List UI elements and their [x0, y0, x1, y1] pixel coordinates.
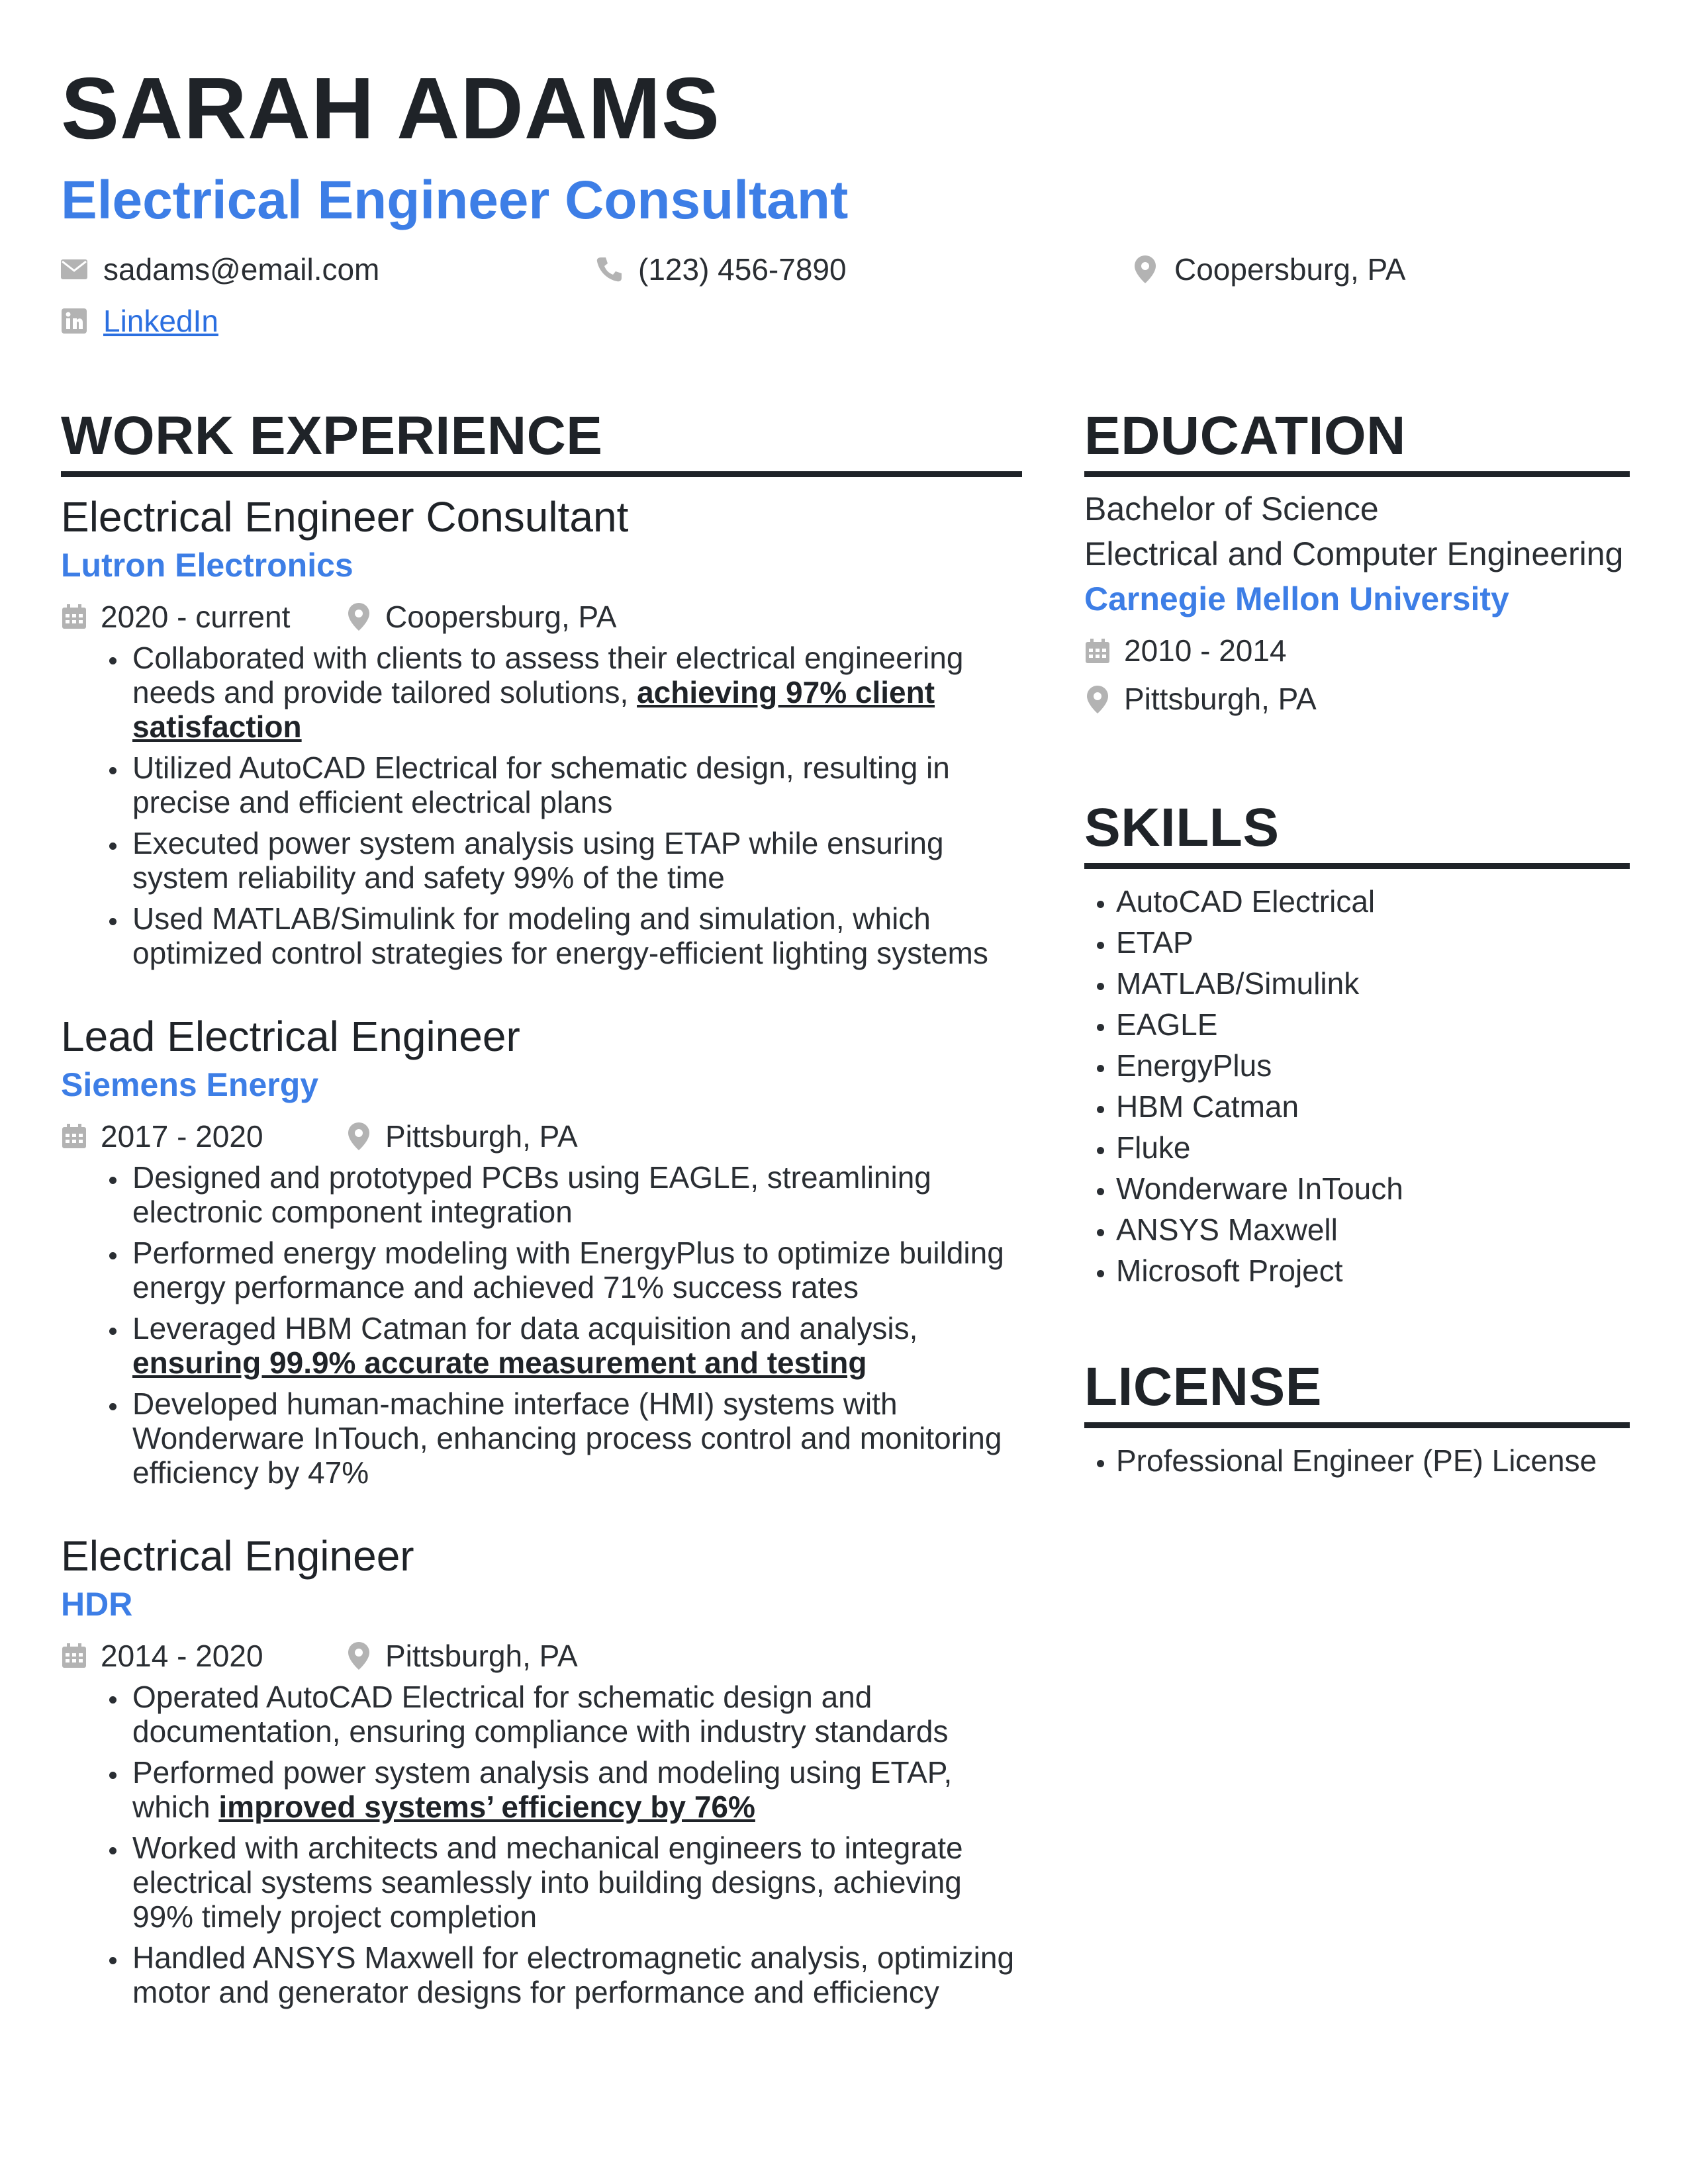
skill-item: • AutoCAD Electrical: [1116, 881, 1630, 922]
skill-item: • Fluke: [1116, 1127, 1630, 1168]
job-meta: [61, 599, 1022, 635]
job-bullet: [128, 826, 1022, 895]
job-bullets: [61, 641, 1022, 970]
education-location-text: Pittsburgh, PA: [1124, 682, 1317, 717]
bullet-text: Used MATLAB/Simulink for modeling and simulation, which optimized control strategies for energy-efficient lighting systems: [132, 901, 988, 970]
license-section: [1084, 1357, 1630, 1481]
bullet-text: Designed and prototyped PCBs using EAGLE, streamlining electronic component integration: [132, 1160, 931, 1229]
skill-item: • MATLAB/Simulink: [1116, 963, 1630, 1004]
job-location-text: Pittsburgh, PA: [385, 1118, 578, 1154]
education-dates-text: 2010 - 2014: [1124, 633, 1287, 668]
job-entry: [61, 492, 1022, 970]
location-pin-icon: [346, 1123, 372, 1150]
job-bullet: [128, 1831, 1022, 1934]
education-section: [1084, 406, 1630, 717]
job-location: [346, 1638, 578, 1674]
bullet-text: Collaborated with clients to assess their electrical engineering needs and provide tailored solutions,: [132, 640, 964, 709]
job-location: [346, 1118, 578, 1155]
job-bullet: [128, 1311, 1022, 1380]
bullet-text: Performed energy modeling with EnergyPlus to optimize building energy performance and achieved 71% success rates: [132, 1235, 1004, 1304]
contact-linkedin: [61, 306, 218, 336]
education-dates: [1084, 633, 1630, 669]
bullet-text: Developed human-machine interface (HMI) systems with Wonderware InTouch, enhancing process control and monitoring efficiency by 47%: [132, 1386, 1002, 1490]
job-bullet: [128, 1755, 1022, 1824]
linkedin-icon: [61, 308, 87, 334]
job-company: HDR: [61, 1585, 133, 1623]
license-item: • Professional Engineer (PE) License: [1116, 1440, 1630, 1481]
job-bullet: [128, 1680, 1022, 1749]
contact-phone: [596, 254, 847, 285]
job-meta: [61, 1638, 1022, 1674]
envelope-icon: [61, 256, 87, 283]
jobs-list: [61, 492, 1022, 2009]
location-pin-icon: [1084, 686, 1111, 713]
job-dates-text: 2014 - 2020: [101, 1638, 263, 1673]
license-heading: LICENSE: [1084, 1360, 1630, 1428]
education-location: [1084, 681, 1630, 717]
skills-list: [1084, 881, 1630, 1291]
skill-item: • HBM Catman: [1116, 1086, 1630, 1127]
job-bullets: [61, 1680, 1022, 2009]
job-bullets: [61, 1160, 1022, 1490]
job-role: Lead Electrical Engineer: [61, 1012, 520, 1060]
bullet-highlight: ensuring 99.9% accurate measurement and testing: [132, 1345, 867, 1380]
bullet-highlight: achieving 97% client satisfaction: [132, 674, 935, 744]
work-experience-heading: WORK EXPERIENCE: [61, 409, 1022, 477]
linkedin-link[interactable]: LinkedIn: [103, 304, 218, 338]
bullet-text: Executed power system analysis using ETAP while ensuring system reliability and safety 99% of the time: [132, 825, 944, 895]
contact-location: [1132, 254, 1405, 285]
job-company: Siemens Energy: [61, 1066, 319, 1103]
job-bullet: [128, 1236, 1022, 1304]
education-heading: EDUCATION: [1084, 409, 1630, 477]
location-pin-icon: [1132, 256, 1158, 283]
sidebar-column: [1084, 406, 1630, 1481]
degree: Bachelor of Science: [1084, 490, 1379, 527]
candidate-title: Electrical Engineer Consultant: [61, 170, 849, 230]
skill-item: • Wonderware InTouch: [1116, 1168, 1630, 1209]
location-text: Coopersburg, PA: [1174, 252, 1406, 287]
phone-text: (123) 456-7890: [638, 252, 847, 287]
job-dates: [61, 1118, 346, 1155]
job-bullet: [128, 1940, 1022, 2009]
job-meta: [61, 1118, 1022, 1155]
job-role: Electrical Engineer: [61, 1531, 414, 1580]
location-pin-icon: [346, 604, 372, 630]
bullet-text: Utilized AutoCAD Electrical for schematic design, resulting in precise and efficient electrical plans: [132, 750, 950, 819]
school-name: Carnegie Mellon University: [1084, 580, 1509, 617]
license-list: [1084, 1440, 1630, 1481]
job-entry: [61, 1531, 1022, 2009]
job-bullet: [128, 1387, 1022, 1490]
bullet-text: Worked with architects and mechanical engineers to integrate electrical systems seamlessly into building designs, achieving 99% timely project completion: [132, 1830, 963, 1934]
calendar-icon: [61, 604, 87, 630]
job-location: [346, 599, 616, 635]
job-entry: [61, 1011, 1022, 1490]
skill-item: • EnergyPlus: [1116, 1045, 1630, 1086]
job-role: Electrical Engineer Consultant: [61, 493, 629, 541]
skills-heading: SKILLS: [1084, 801, 1630, 869]
phone-icon: [596, 256, 622, 283]
bullet-text: Performed power system analysis and modeling using ETAP, which: [132, 1754, 953, 1824]
field-of-study: Electrical and Computer Engineering: [1084, 535, 1624, 572]
skill-item: • EAGLE: [1116, 1004, 1630, 1045]
bullet-highlight: improved systems’ efficiency by 76%: [218, 1789, 755, 1824]
job-bullet: [128, 751, 1022, 819]
calendar-icon: [61, 1643, 87, 1669]
job-company: Lutron Electronics: [61, 546, 353, 584]
bullet-text: Handled ANSYS Maxwell for electromagnetic analysis, optimizing motor and generator designs for performance and efficiency: [132, 1940, 1015, 2009]
bullet-text: Leveraged HBM Catman for data acquisition and analysis,: [132, 1310, 918, 1345]
skill-item: • ANSYS Maxwell: [1116, 1209, 1630, 1250]
job-bullet: [128, 1160, 1022, 1229]
bullet-text: Operated AutoCAD Electrical for schematic design and documentation, ensuring compliance with industry standards: [132, 1679, 949, 1749]
email-text: sadams@email.com: [103, 252, 380, 287]
job-dates: [61, 599, 346, 635]
job-location-text: Coopersburg, PA: [385, 599, 617, 634]
calendar-icon: [61, 1123, 87, 1150]
skill-item: • ETAP: [1116, 922, 1630, 963]
skills-section: [1084, 797, 1630, 1291]
contact-email: [61, 254, 379, 285]
calendar-icon: [1084, 638, 1111, 664]
job-dates: [61, 1638, 346, 1674]
candidate-name: SARAH ADAMS: [61, 60, 721, 157]
location-pin-icon: [346, 1643, 372, 1669]
job-dates-text: 2017 - 2020: [101, 1118, 263, 1154]
job-bullet: [128, 901, 1022, 970]
skill-item: • Microsoft Project: [1116, 1250, 1630, 1291]
job-dates-text: 2020 - current: [101, 599, 291, 634]
job-bullet: [128, 641, 1022, 744]
work-experience-section: [61, 406, 1022, 2016]
job-location-text: Pittsburgh, PA: [385, 1638, 578, 1673]
